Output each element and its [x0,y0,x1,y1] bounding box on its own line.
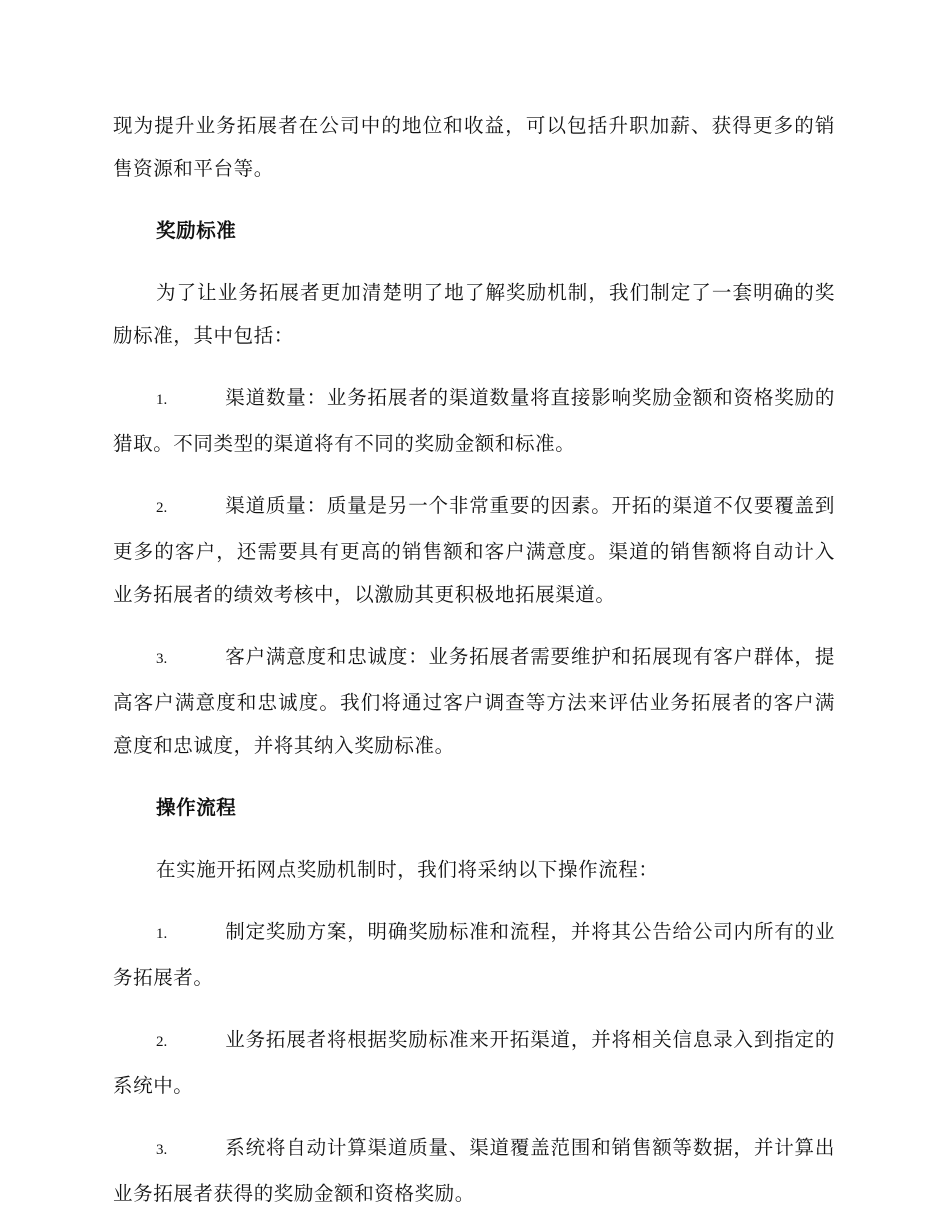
process-item-2 [113,1018,835,1107]
list-number: 1. [156,392,168,408]
process-intro: 在实施开拓网点奖励机制时，我们将采纳以下操作流程： [156,858,659,881]
reward-standard-item-2 [113,484,835,616]
reward-standard-item-3 [113,635,835,767]
list-number: 2. [156,1034,168,1050]
reward-standard-item-1 [113,376,835,465]
list-number: 3. [156,651,168,667]
process-item-1 [113,910,835,999]
list-number: 3. [156,1142,168,1158]
reward-standard-intro: 为了让业务拓展者更加清楚明了地了解奖励机制，我们制定了一套明确的奖励标准，其中包括： [113,281,835,347]
list-number: 2. [156,500,168,516]
list-item-text: 渠道质量：质量是另一个非常重要的因素。开拓的渠道不仅要覆盖到更多的客户，还需要具有更高的销售额和客户满意度。渠道的销售额将自动计入业务拓展者的绩效考核中，以激励其更积极地拓展渠道。 [113,494,835,606]
continued-paragraph: 现为提升业务拓展者在公司中的地位和收益，可以包括升职加薪、获得更多的销售资源和平台等。 [113,114,835,180]
heading-process: 操作流程 [156,796,237,819]
list-number: 1. [156,926,168,942]
list-item-text: 客户满意度和忠诚度：业务拓展者需要维护和拓展现有客户群体，提高客户满意度和忠诚度。我们将通过客户调查等方法来评估业务拓展者的客户满意度和忠诚度，并将其纳入奖励标准。 [113,645,835,757]
list-item-text: 业务拓展者将根据奖励标准来开拓渠道，并将相关信息录入到指定的系统中。 [113,1028,835,1097]
document-body [113,104,835,1215]
process-item-3 [113,1126,835,1215]
list-item-text: 制定奖励方案，明确奖励标准和流程，并将其公告给公司内所有的业务拓展者。 [113,920,835,989]
list-item-text: 渠道数量：业务拓展者的渠道数量将直接影响奖励金额和资格奖励的猎取。不同类型的渠道将有不同的奖励金额和标准。 [113,386,835,455]
list-item-text: 系统将自动计算渠道质量、渠道覆盖范围和销售额等数据，并计算出业务拓展者获得的奖励金额和资格奖励。 [113,1136,835,1205]
heading-reward-standard: 奖励标准 [156,219,237,242]
